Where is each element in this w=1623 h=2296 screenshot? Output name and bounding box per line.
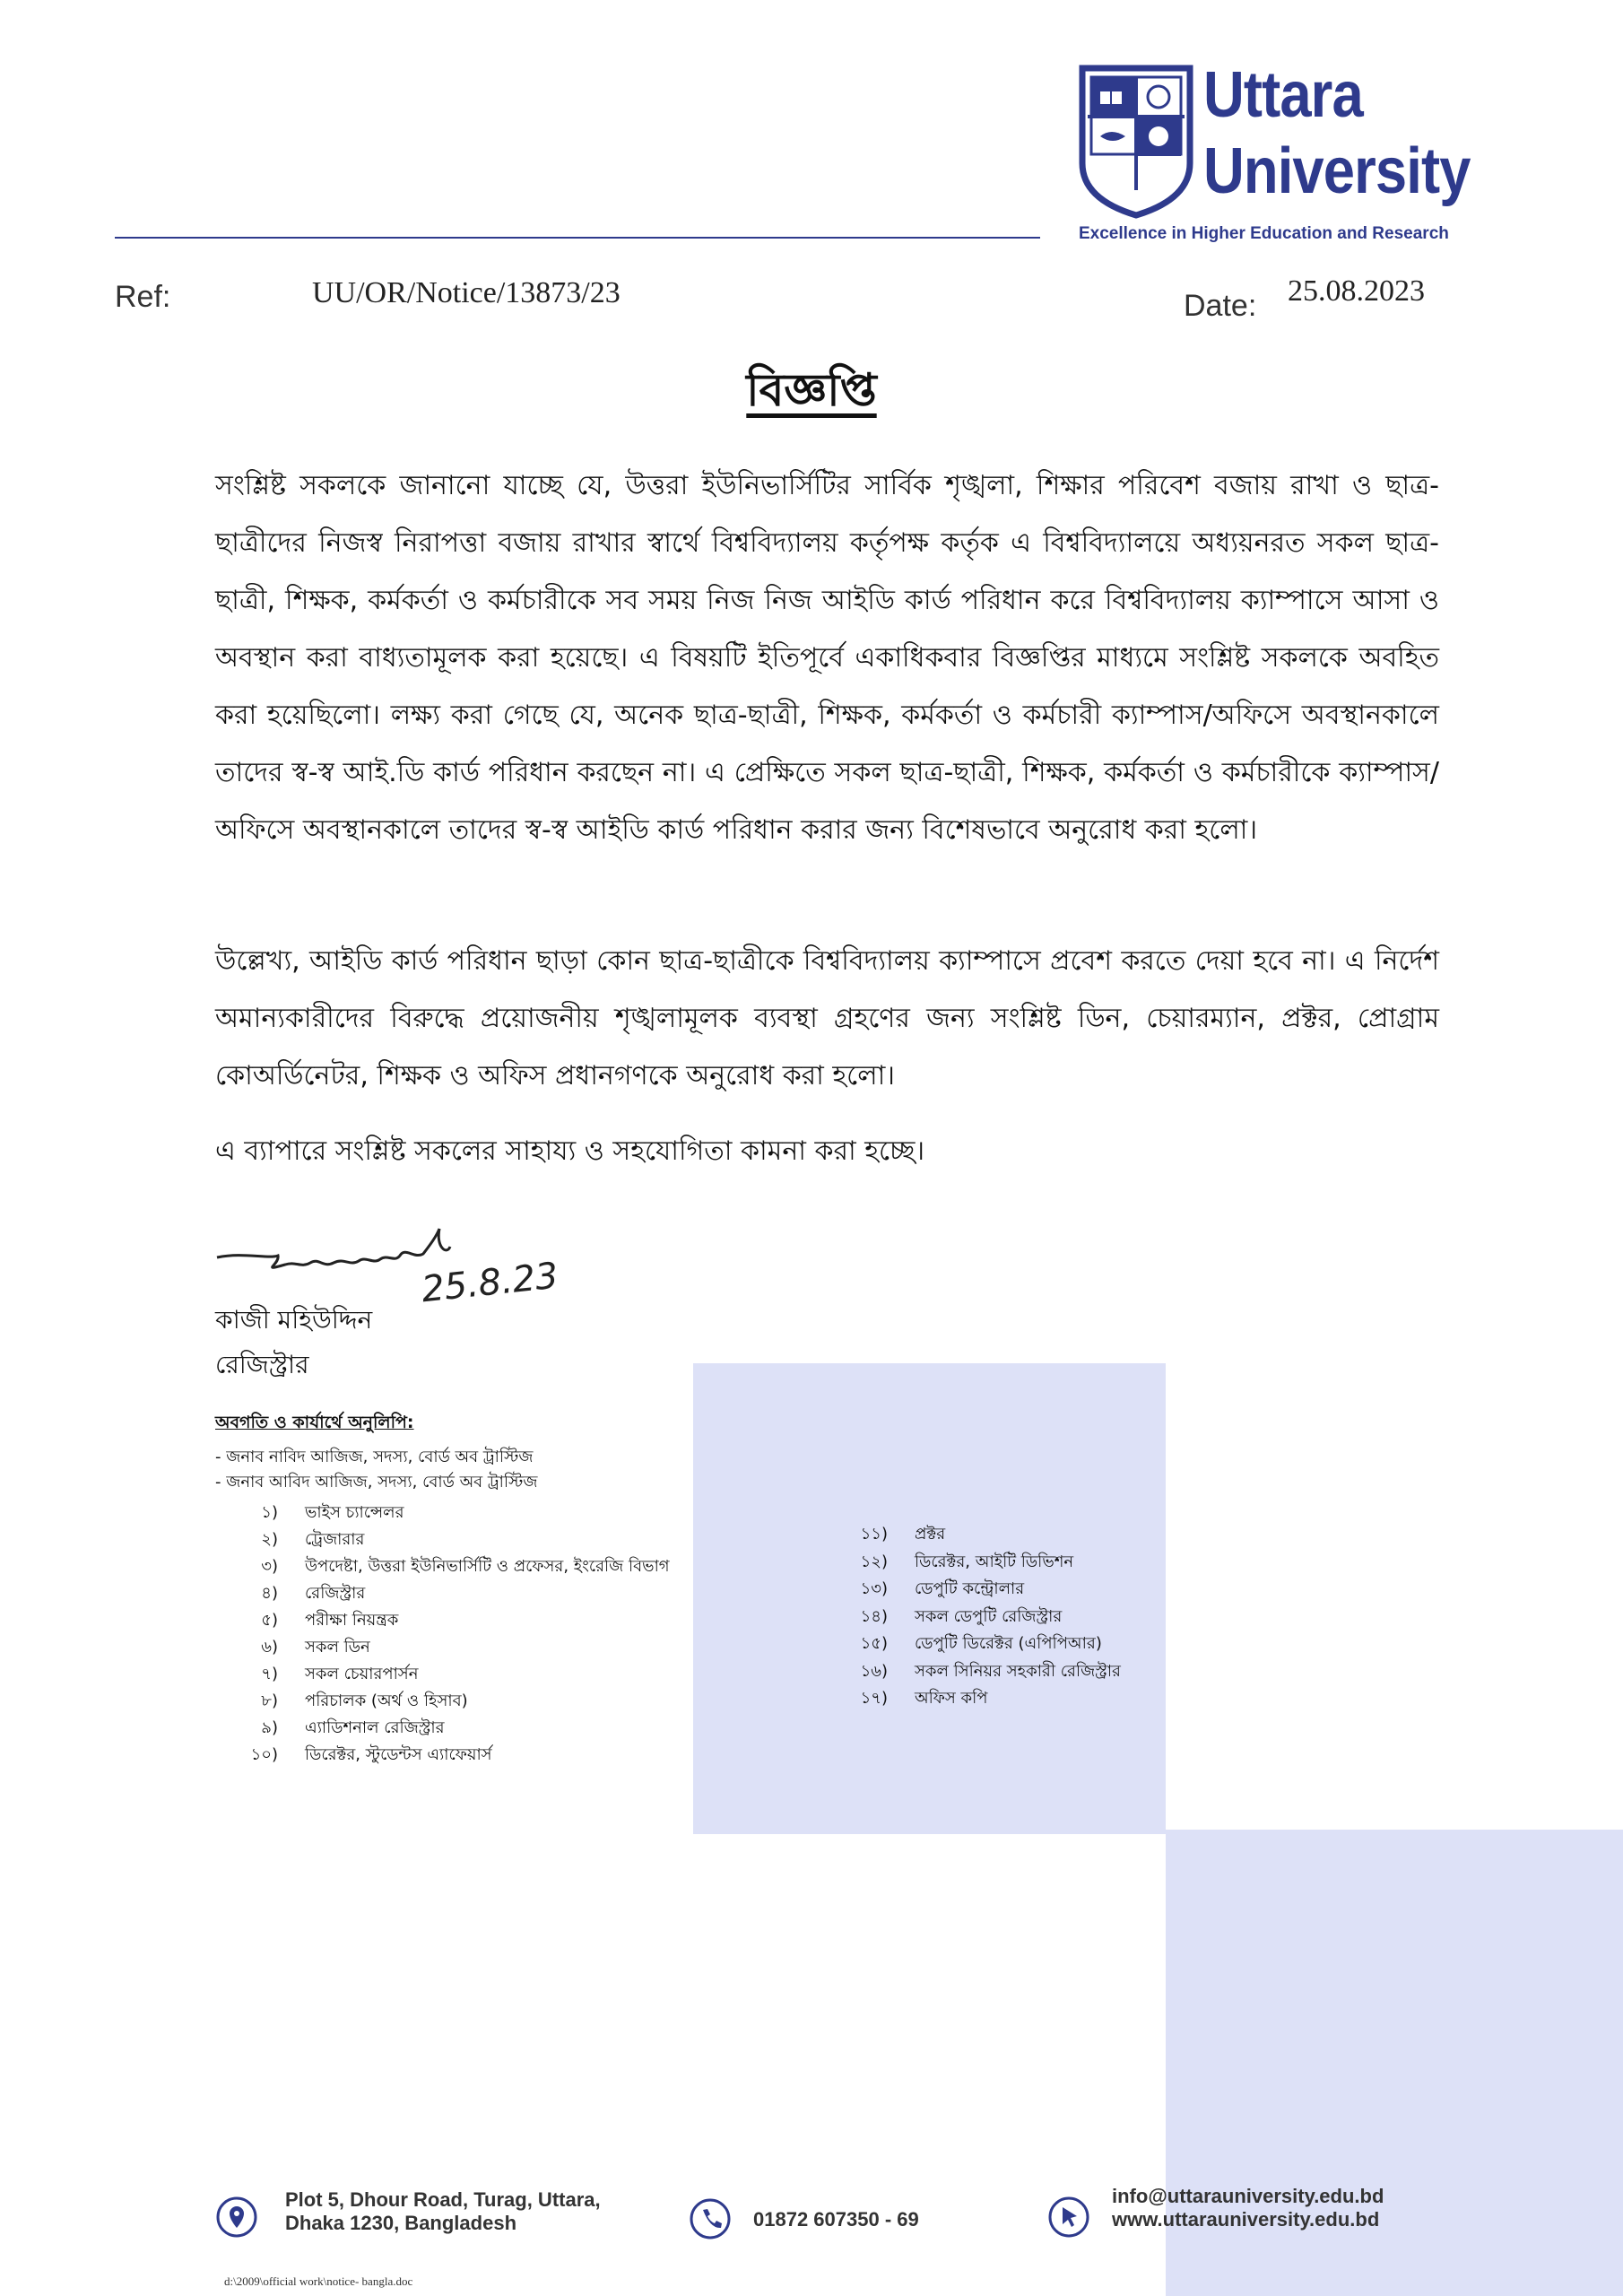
copy-item-text: সকল ডেপুটি রেজিস্ট্রার	[915, 1606, 1063, 1626]
trustee-item: - জনাব আবিদ আজিজ, সদস্য, বোর্ড অব ট্রাস্টিজ	[215, 1473, 538, 1492]
copy-item-text: ডিরেক্টর, স্টুডেন্টস এ্যাফেয়ার্স	[305, 1745, 492, 1764]
copy-item-number: ১৬)	[860, 1661, 888, 1681]
footer-phone: 01872 607350 - 69	[753, 2208, 919, 2231]
copy-item-text: সকল ডিন	[305, 1638, 370, 1657]
copy-item-number: ১)	[261, 1503, 278, 1522]
copy-item-number: ৪)	[261, 1584, 278, 1603]
footer-website[interactable]: www.uttarauniversity.edu.bd	[1112, 2208, 1380, 2231]
university-tagline: Excellence in Higher Education and Research	[1079, 224, 1449, 243]
footer-email[interactable]: info@uttarauniversity.edu.bd	[1112, 2185, 1384, 2207]
file-path: d:\2009\official work\notice- bangla.doc	[224, 2274, 413, 2288]
university-name-line1: Uttara	[1203, 59, 1363, 131]
copy-item-text: ভাইস চ্যান্সেলর	[305, 1503, 404, 1522]
ref-number: UU/OR/Notice/13873/23	[312, 276, 621, 309]
address-line-2: Dhaka 1230, Bangladesh	[285, 2212, 517, 2234]
copy-item-text: ট্রেজারার	[305, 1530, 365, 1549]
signatory-name: কাজী মহিউদ্দিন	[215, 1305, 373, 1335]
location-pin-icon	[215, 2196, 258, 2239]
copy-item-text: পরীক্ষা নিয়ন্ত্রক	[305, 1611, 399, 1630]
footer-contact	[1112, 2185, 1384, 2231]
university-crest-icon	[1079, 65, 1193, 219]
phone-icon	[689, 2197, 732, 2240]
copy-item-number: ৭)	[261, 1665, 278, 1683]
header-divider	[115, 237, 1040, 239]
copy-item-number: ৫)	[261, 1611, 278, 1630]
copy-item-text: পরিচালক (অর্থ ও হিসাব)	[305, 1692, 468, 1710]
copy-item-text: উপদেষ্টা, উত্তরা ইউনিভার্সিটি ও প্রফেসর, ইংরেজি বিভাগ	[305, 1557, 670, 1576]
copy-item-number: ৬)	[261, 1638, 278, 1657]
notice-title-text: বিজ্ঞপ্তি	[746, 364, 877, 416]
address-line-1: Plot 5, Dhour Road, Turag, Uttara,	[285, 2188, 601, 2211]
copy-item-number: ১০)	[250, 1745, 278, 1764]
university-name-line2: University	[1203, 135, 1471, 207]
date-label: Date:	[1184, 289, 1257, 323]
footer-address	[285, 2188, 601, 2235]
notice-title	[0, 357, 1623, 431]
copy-item-number: ১৩)	[860, 1579, 888, 1598]
copies-heading	[215, 1410, 414, 1439]
copy-item-text: রেজিস্ট্রার	[305, 1584, 366, 1603]
copy-item-number: ১৭)	[860, 1689, 888, 1708]
copy-item-number: ৯)	[261, 1718, 278, 1737]
handwritten-date: 25.8.23	[419, 1255, 560, 1311]
signatory-designation: রেজিস্ট্রার	[215, 1350, 309, 1379]
copy-item-text: ডেপুটি কন্ট্রোলার	[915, 1579, 1025, 1598]
copy-item-text: ডেপুটি ডিরেক্টর (এপিপিআর)	[915, 1634, 1102, 1653]
copies-heading-text: অবগতি ও কার্যার্থে অনুলিপি:	[215, 1413, 414, 1432]
date-value: 25.08.2023	[1288, 274, 1425, 308]
copy-item-text: প্রক্টর	[915, 1525, 946, 1544]
notice-paragraph-2: উল্লেখ্য, আইডি কার্ড পরিধান ছাড়া কোন ছাত্র-ছাত্রীকে বিশ্ববিদ্যালয় ক্যাম্পাসে প্রবেশ করতে দেয়া হবে না। এ নির্দেশ অমান্যকারীদের বিরুদ্ধে প্রয়োজনীয় শৃঙ্খলামূলক ব্যবস্থা গ্রহণের জন্য সংশ্লিষ্ট ডিন, চেয়ারম্যান, প্রক্টর, প্রোগ্রাম কোঅর্ডিনেটর, শিক্ষক ও অফিস প্রধানগণকে অনুরোধ করা হলো।	[215, 945, 1439, 1091]
copy-item-number: ৩)	[261, 1557, 278, 1576]
copy-item-text: এ্যাডিশনাল রেজিস্ট্রার	[305, 1718, 445, 1737]
copy-item-text: অফিস কপি	[915, 1689, 988, 1708]
copy-item-number: ৮)	[261, 1692, 278, 1710]
copy-item-number: ১১)	[860, 1525, 888, 1544]
copy-item-number: ১২)	[860, 1552, 888, 1571]
copy-item-text: সকল সিনিয়র সহকারী রেজিস্ট্রার	[915, 1661, 1121, 1681]
trustee-item: - জনাব নাবিদ আজিজ, সদস্য, বোর্ড অব ট্রাস্টিজ	[215, 1448, 534, 1466]
notice-paragraph-1: সংশ্লিষ্ট সকলকে জানানো যাচ্ছে যে, উত্তরা ইউনিভার্সিটির সার্বিক শৃঙ্খলা, শিক্ষার পরিবেশ বজায় রাখা ও ছাত্র-ছাত্রীদের নিজস্ব নিরাপত্তা বজায় রাখার স্বার্থে বিশ্ববিদ্যালয় কর্তৃপক্ষ কর্তৃক এ বিশ্ববিদ্যালয়ে অধ্যয়নরত সকল ছাত্র-ছাত্রী, শিক্ষক, কর্মকর্তা ও কর্মচারীকে সব সময় নিজ নিজ আইডি কার্ড পরিধান করে বিশ্ববিদ্যালয় ক্যাম্পাসে আসা ও অবস্থান করা বাধ্যতামূলক করা হয়েছে। এ বিষয়টি ইতিপূর্বে একাধিকবার বিজ্ঞপ্তির মাধ্যমে সংশ্লিষ্ট সকলকে অবহিত করা হয়েছিলো। লক্ষ্য করা গেছে যে, অনেক ছাত্র-ছাত্রী, শিক্ষক, কর্মকর্তা ও কর্মচারী ক্যাম্পাস/অফিসে অবস্থানকালে তাদের স্ব-স্ব আই.ডি কার্ড পরিধান করছেন না। এ প্রেক্ষিতে সকল ছাত্র-ছাত্রী, শিক্ষক, কর্মকর্তা ও কর্মচারীকে ক্যাম্পাস/ অফিসে অবস্থানকালে তাদের স্ব-স্ব আইডি কার্ড পরিধান করার জন্য বিশেষভাবে অনুরোধ করা হলো।	[215, 470, 1439, 846]
copy-item-number: ১৪)	[860, 1606, 888, 1626]
copy-item-text: সকল চেয়ারপার্সন	[305, 1665, 419, 1683]
ref-label: Ref:	[115, 280, 171, 314]
copy-item-text: ডিরেক্টর, আইটি ডিভিশন	[915, 1552, 1074, 1571]
notice-paragraph-3: এ ব্যাপারে সংশ্লিষ্ট সকলের সাহায্য ও সহযোগিতা কামনা করা হচ্ছে।	[215, 1135, 925, 1167]
copy-item-number: ২)	[261, 1530, 278, 1549]
cursor-icon	[1047, 2196, 1090, 2239]
copy-item-number: ১৫)	[860, 1634, 888, 1653]
